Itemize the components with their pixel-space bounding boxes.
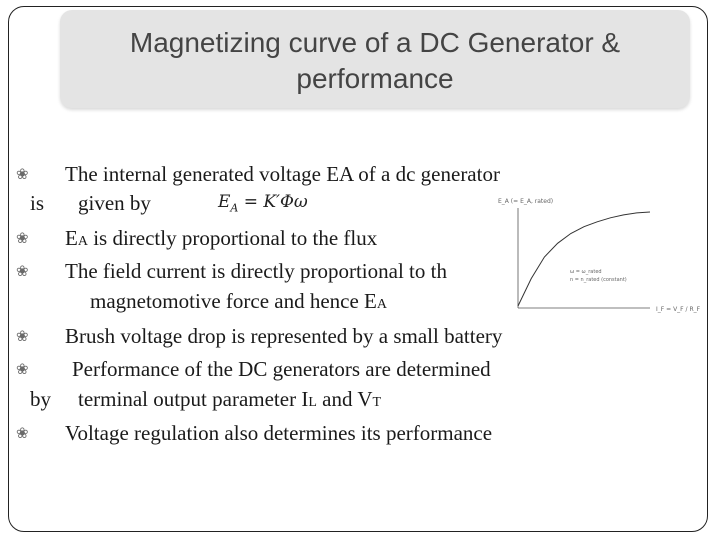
bullet-line-6: Brush voltage drop is represented by a small battery [65, 324, 503, 348]
bullet-icon: ❀ [16, 360, 29, 378]
bullet-line-8: terminal output parameter IL and VT [78, 387, 382, 411]
bullet-line-1: The internal generated voltage EA of a dc generator [65, 162, 500, 186]
formula-rhs: = K′Φω [243, 192, 308, 212]
bullet-line-2-lead: is [30, 191, 45, 215]
title-line-2: performance [296, 63, 454, 94]
formula-lhs: E [218, 192, 231, 212]
bullet-line-3: EA is directly proportional to the flux [65, 226, 378, 250]
bullet-icon: ❀ [16, 327, 29, 345]
bullet-icon: ❀ [16, 165, 29, 183]
magnetization-curve-chart [490, 192, 710, 322]
chart-legend-2: n = n_rated (constant) [570, 277, 627, 283]
bullet-line-8-lead: by [30, 387, 51, 411]
emf-formula [218, 192, 308, 214]
bullet-line-4: The field current is directly proportional to th [65, 259, 447, 283]
slide-title [60, 10, 690, 108]
bullet-icon: ❀ [16, 229, 29, 247]
chart-y-label: E_A (= E_A, rated) [498, 198, 554, 205]
chart-legend-1: ω = ω_rated [570, 269, 602, 275]
bullet-line-5: magnetomotive force and hence EA [90, 289, 387, 313]
bullet-line-2: given by [78, 191, 151, 215]
chart-series-line [518, 212, 650, 306]
title-line-1: Magnetizing curve of a DC Generator & [129, 27, 621, 58]
bullet-icon: ❀ [16, 424, 29, 442]
bullet-icon: ❀ [16, 262, 29, 280]
bullet-line-9: Voltage regulation also determines its performance [65, 421, 493, 445]
formula-lhs-sub: A [230, 201, 239, 215]
bullet-line-7: Performance of the DC generators are determined [72, 357, 491, 381]
chart-x-label: I_F = V_F / R_F [656, 306, 701, 313]
